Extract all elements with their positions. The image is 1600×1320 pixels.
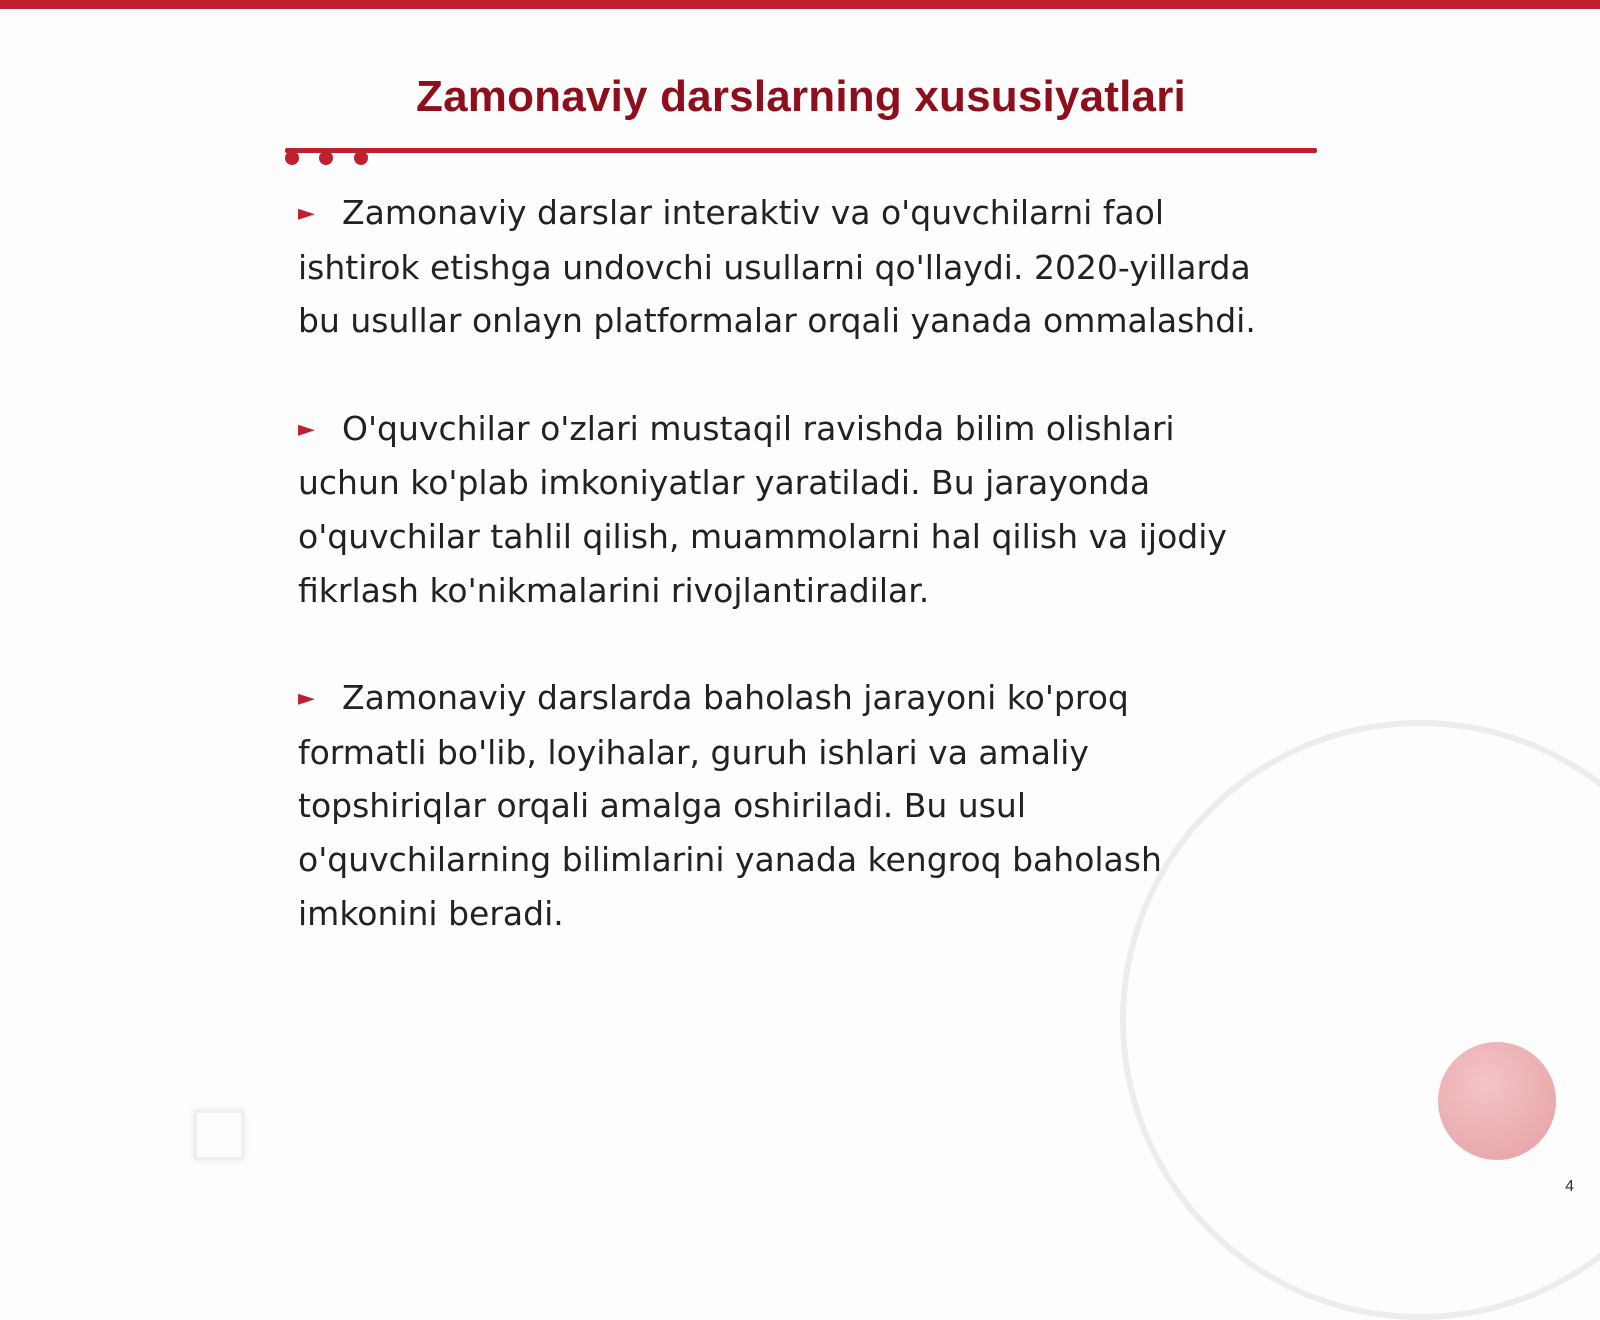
bullet-arrow-icon: ► [298,201,315,226]
decor-dot [285,151,299,165]
page-number: 4 [1565,1178,1574,1195]
slide-title: Zamonaviy darslarning xususiyatlari [416,72,1186,121]
bullet-arrow-icon: ► [298,416,315,442]
bullet-text: Zamonaviy darslar interaktiv va o'quvchilarni faol ishtirok etishga undovchi usullarni qo'llaydi. 2020-yillarda bu usullar onlayn platformalar orqali yanada ommalashdi. [298,193,1256,341]
bullet-arrow-icon: ► [298,686,315,712]
decor-dot [319,151,333,165]
title-underline [285,148,1317,153]
bullet-text: Zamonaviy darslarda baholash jarayoni ko'proq formatli bo'lib, loyihalar, guruh ishlari va amaliy topshiriqlar orqali amalga oshiriladi. Bu usul o'quvchilarning bilimlarini yanada kengroq baholash imkonini beradi. [298,678,1162,933]
bullet-list [298,186,1258,994]
top-accent-bar [0,0,1600,9]
bullet-item [298,402,1258,617]
bullet-text: O'quvchilar o'zlari mustaqil ravishda bilim olishlari uchun ko'plab imkoniyatlar yaratiladi. Bu jarayonda o'quvchilar tahlil qilish, muammolarni hal qilish va ijodiy fikrlash ko'nikmalarini rivojlantiradilar. [298,408,1227,610]
decor-dot [354,151,368,165]
bullet-item [298,671,1258,940]
bullet-item [298,186,1258,348]
decor-pink-circle [1438,1042,1556,1160]
decor-square [194,1110,244,1160]
